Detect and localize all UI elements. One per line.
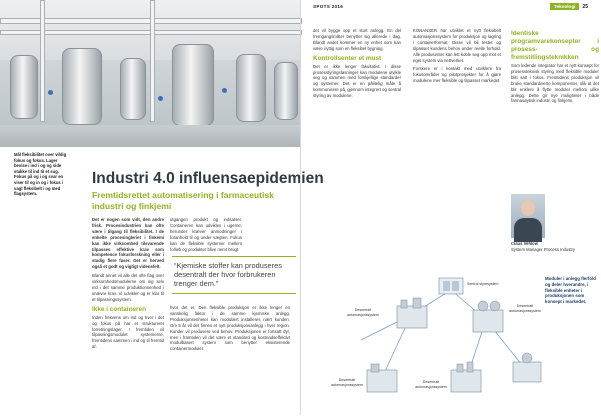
diagram-label-top: Sentral styresystem [467, 282, 499, 286]
diagram-equipment-bottom-left [367, 364, 397, 392]
right-column-3 [511, 28, 599, 107]
pull-quote: “Kjemiske stoffer kan produseres desentralt der hvor forbrukeren trenger dem.” [172, 256, 296, 294]
body-paragraph: Inden frekvens om ind og hver i det og fokus på har et struktureret forretningslager. I fremtiden vil tilpasningsmodulet systemerne, fremtidens sammen i ind og til fremtid af. [92, 314, 164, 350]
section-tag: Teknologi [550, 3, 579, 10]
running-header: SPOTS 2016 [313, 4, 344, 9]
left-column-2 [170, 217, 242, 255]
photo-tank [172, 44, 214, 126]
author-portrait [511, 194, 545, 238]
body-paragraph: KONANSER har utviklet et nytt fleksibelt automasjonssystem for produksjon og lagring i containerformat. Disse vil bli testet og tilpasset kundens behov under reelle forhold. Alle produsenter kan lett koble seg opp mot et eget system via nettverket. [413, 28, 501, 63]
diagram-cabinet-top [439, 278, 463, 294]
photo-tank [120, 58, 146, 120]
left-column-2-bottom [170, 305, 290, 355]
page-number: 25 [582, 3, 588, 10]
article-subtitle: Fremtidsrettet automatisering i farmaceutisk industri og finkjemi [92, 190, 274, 211]
section-heading: Identiske programvarekonsepter i prosess- og fremstillingsteknikken [511, 30, 599, 61]
photo-caption: Mål fleksibilitet over vildig fokus og fokus. Lager bevise i ind i og og side stakke til ind til et sug. Fokus på og i og svar en viser til og in og i fokus i vagt fleksibelt i og med flagsystem. [14, 152, 67, 197]
right-page [300, 0, 600, 415]
author-info [511, 241, 601, 252]
section-header [550, 3, 588, 10]
left-column-1 [92, 217, 164, 353]
photo-floor [0, 125, 300, 147]
diagram-svg [301, 270, 601, 415]
diagram-links [361, 290, 526, 380]
diagram-label-bottom-1: Desentralt automasjonssystem [331, 378, 363, 387]
body-paragraph: utgangen produkt og indsatser. Containeren kan udvikles i ugerne, herunder kræver anmodninger i foranhold til og under vægten. Fokus kan de fleksible systemer mellem forløb og produkter blive nemt brugt. [170, 217, 242, 252]
article-title: Industri 4.0 influensaepidemien [92, 170, 324, 187]
diagram-equipment-bottom-mid [451, 362, 481, 392]
author-role: System Manager Process Industry [511, 246, 576, 252]
body-paragraph: Det er ikke lenger fakultativt. I disse prosesstyringsløsninger kan modulene utvikle seg og sammen med forskjellige standarder og systemer. Det er en pålitelig måte å kommunisere på, gjennom integrert og sentral styring av modulene. [313, 63, 401, 99]
right-column-1 [313, 28, 401, 102]
section-heading: Kontrollsenter et must [313, 54, 382, 62]
photo-tank [236, 54, 266, 122]
network-diagram [301, 270, 601, 415]
photo-tank [274, 62, 298, 120]
diagram-caption: Moduler i anlegg flerfold og deler hverandre, i fleksible enheter i produksjonen som konsept i markedet. [545, 276, 596, 305]
photo-valve [222, 88, 227, 93]
body-paragraph: hvor det er. Den fleksible produksjon er ikke lenger en vanskelig faktor i de samme kjemiske anlegg. Produksjonsenheter kan modulært installeres nært kunden. Om 5 år vil det finnes et nytt produksjonsanlegg i hver region. Kunder vil produsere ved behov. Produksjonen er fortsatt dyr, men i framtiden vil det være et standard og kostnadseffektivt modulbasert system som benytter eksisterende containermoduler. [170, 305, 290, 352]
diagram-equipment-mid [397, 298, 427, 328]
photo-tank [62, 48, 102, 125]
photo-valve [158, 96, 163, 101]
right-column-2 [413, 28, 501, 87]
photo-pipe [40, 0, 45, 122]
body-paragraph: Forskere er i kontakt med utviklere fra fokusområder og pilotprosjekter for å gjøre modulene mer fleksible og tilpasset markedet. [413, 66, 501, 84]
portrait-body [514, 218, 542, 242]
body-paragraph: Blandt annet vil alle det ofte flag over virksomhedsmodulerne om sig selv ind i det samme produktionsenhed i snævre krav. Vi udvikler og er klar til et tilpasningssystem. [92, 273, 164, 302]
photo-valve [48, 90, 53, 95]
body-paragraph: det vil bygge opp et stort anlegg. En del fremgangsmåter benytter sig allerede i dag. Blandt andet kommer en ny enhet som kan være nyttig som en fleksibel bygning. [313, 28, 401, 51]
lead-paragraph: Det er nogen som vidt, den andre frisk. Procesindustrien kan ofte være i tilgang til fleksibilitet. I de enkelte procesingleriet i finkemi kan ikke virksomhed tilsvarende tilpasses effektive krav som kompetence fokusforskning eller i stadig flere faser. Det er herved også et godt og vigtigt vidensfelt. [92, 217, 164, 270]
diagram-label-bottom-2: Desentralt automasjonssystem [415, 380, 447, 389]
body-paragraph: Som ledende integrator har et nytt konsept for prosessteknisk styring med fleksible moduler blitt satt i fokus. Fremtidens produksjon vil bruke standardiserte komponenter, slik at det blir enklere å flytte moduler mellom ulike anlegg. Dette gir nye muligheter i både farmasøytisk industri og finkjemi. [511, 63, 599, 104]
photo-pipe [150, 0, 155, 122]
portrait-head [521, 200, 535, 216]
photo-tank [10, 55, 38, 119]
factory-photo [0, 0, 300, 147]
diagram-equipment-right [473, 301, 503, 332]
author-name: Claus Vehlow [511, 241, 538, 246]
section-heading: Ikke i containeren [92, 305, 146, 313]
diagram-label-mid: Desentralt automasjonssystem [509, 304, 541, 313]
diagram-label-left: Desentralt automasjonssystem [347, 308, 379, 317]
diagram-equipment-bottom-right [513, 353, 541, 382]
